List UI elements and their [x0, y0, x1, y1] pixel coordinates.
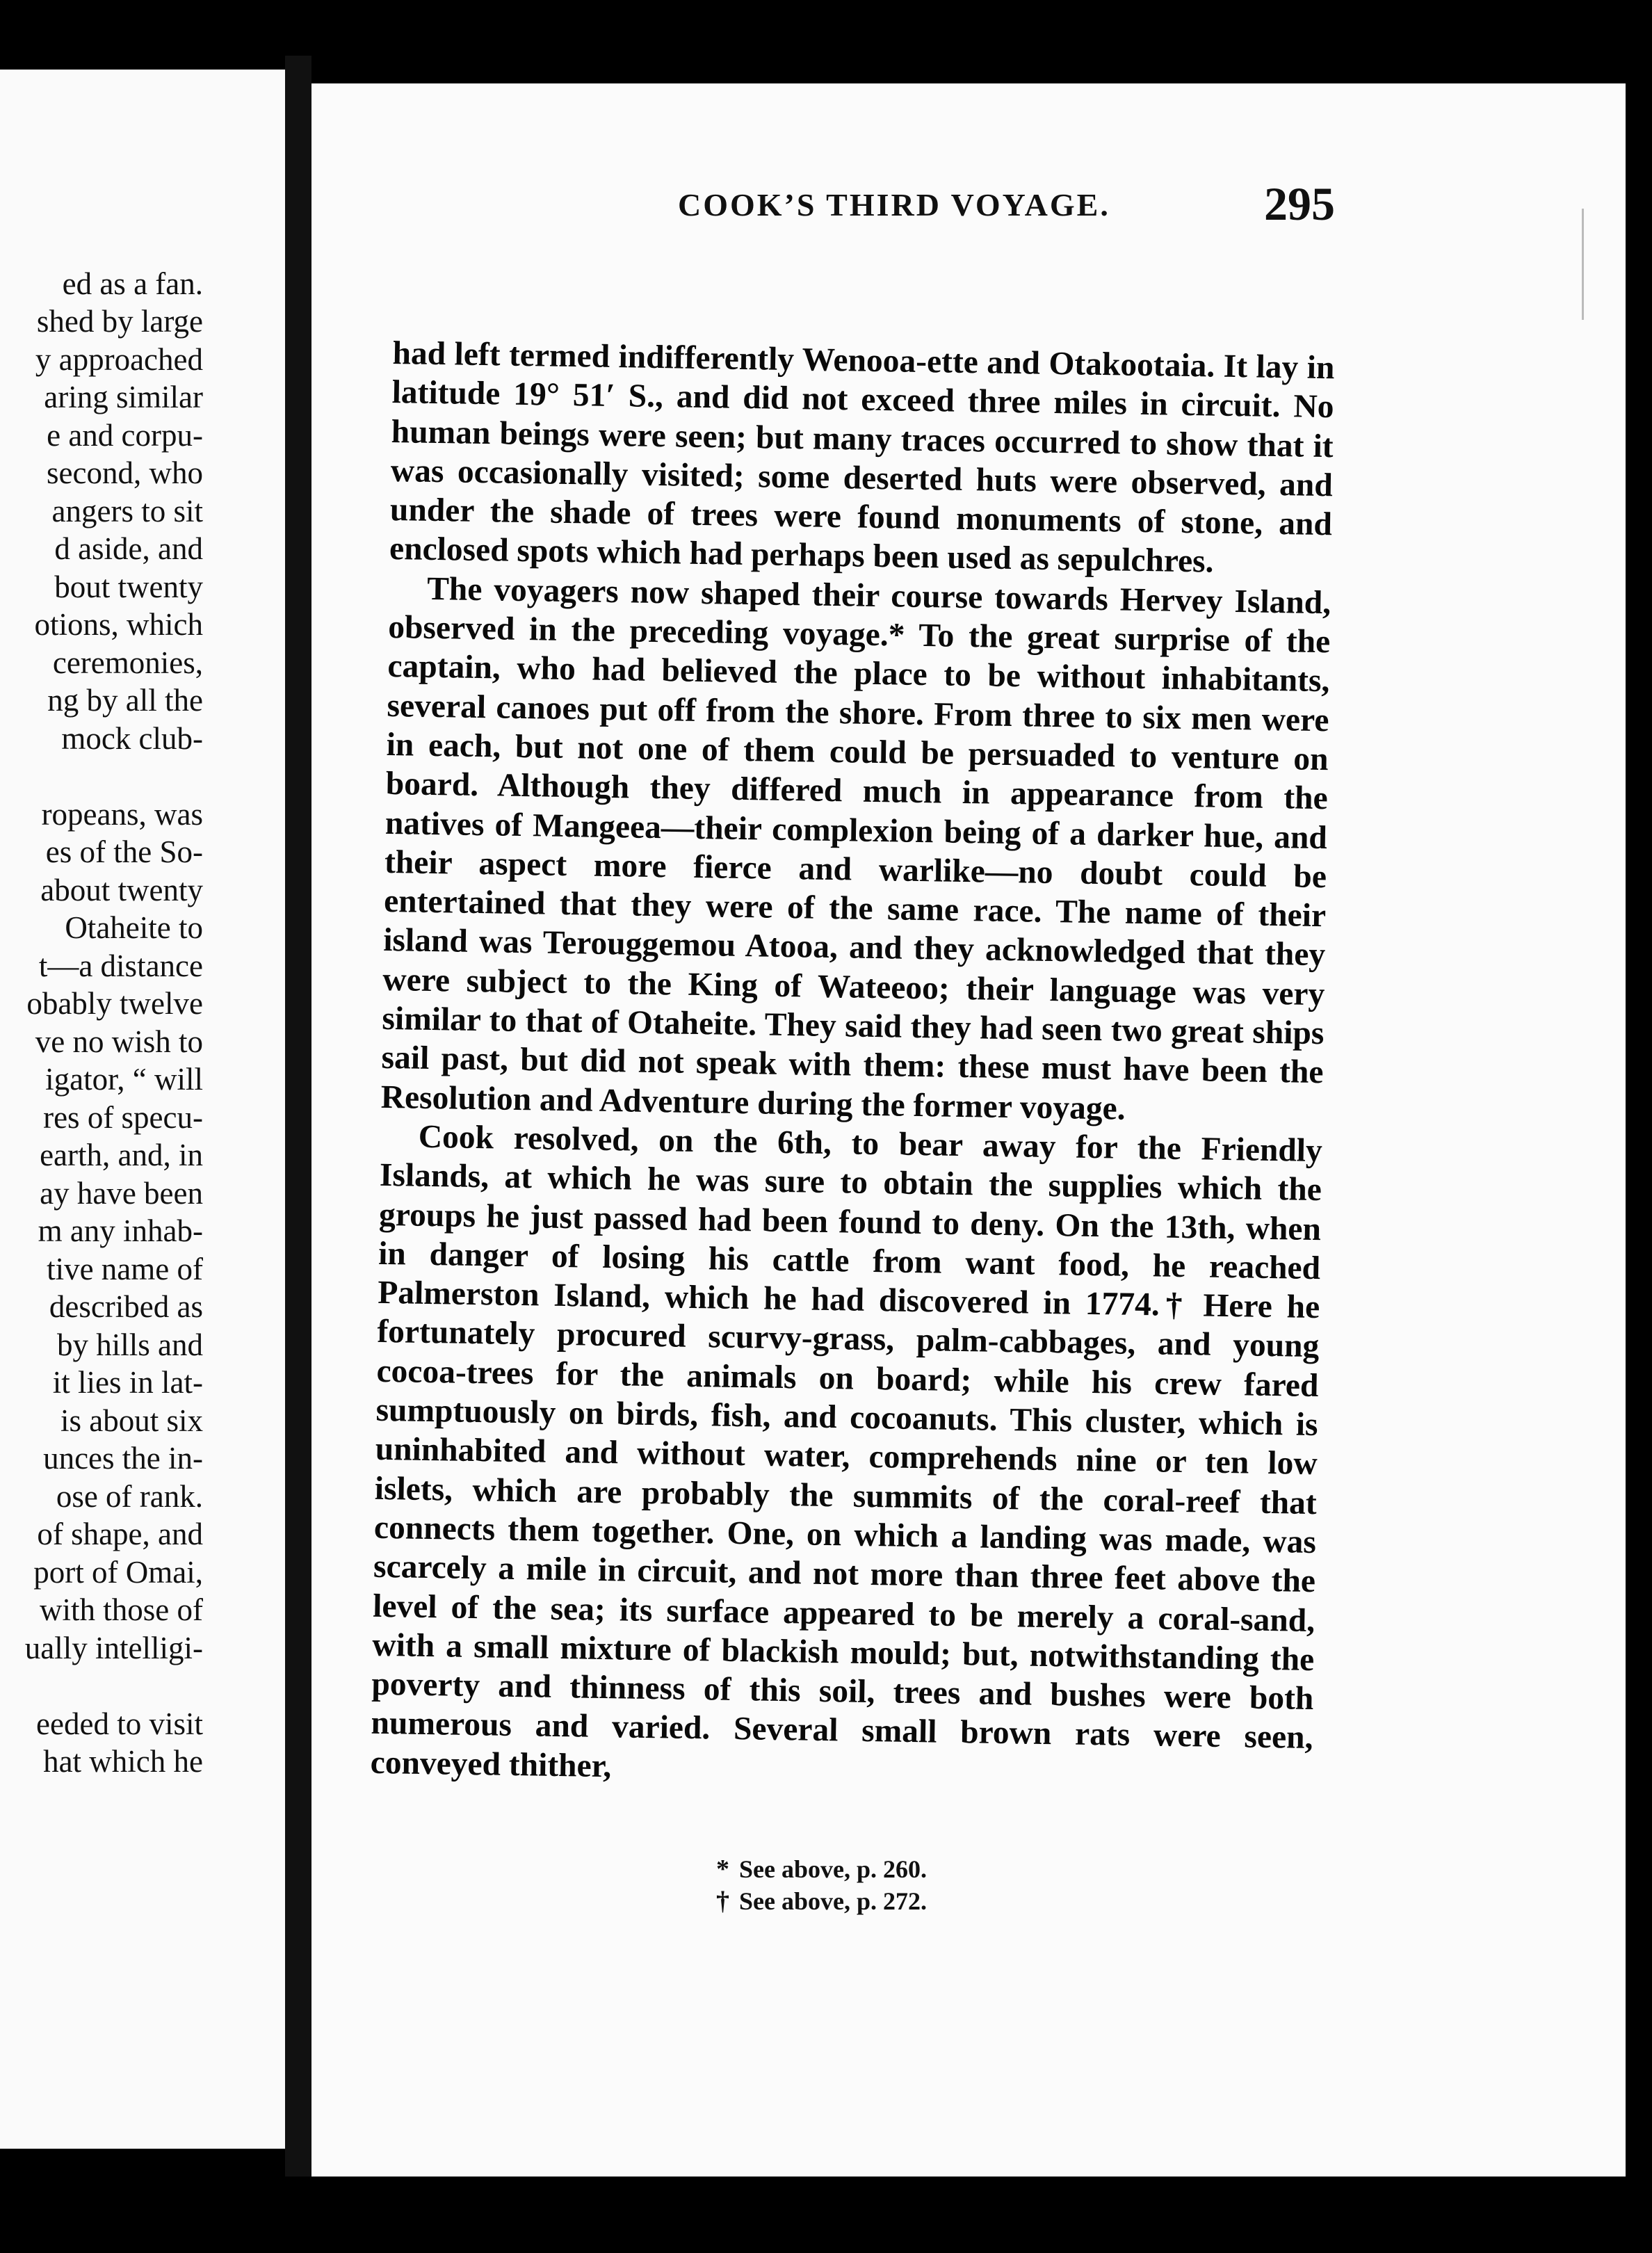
- left-page-line: second, who: [47, 455, 203, 490]
- footnote-text: See above, p. 260.: [739, 1855, 927, 1883]
- paragraph: Cook resolved, on the 6th, to bear away for the Friendly Islands, at which he was sure to obtain the supplies which the groups he just passed had been found to deny. On the 13th, when in danger of losing his cattle from want food, he reached Palmerston Island, which he had discovered in 1774.† Here he fortunately procured scurvy-grass, palm-cabbages, and young cocoa-trees for the animals on board; while his crew fared sumptuously on birds, fish, and cocoanuts. This cluster, which is uninhabited and without water, comprehends nine or ten low islets, which are probably the summits of the coral-reef that connects them together. One, on which a landing was made, was scarcely a mile in circuit, and not more than three feet above the level of the sea; its surface appeared to be merely a coral-sand, with a small mixture of blackish mould; but, notwithstanding the poverty and thinness of this soil, trees and bushes were both numerous and varied. Several small brown rats were seen, conveyed thither,: [370, 1118, 1323, 1784]
- left-page-line: described as: [49, 1289, 203, 1324]
- footnote: [716, 1885, 927, 1917]
- page-number: 295: [1264, 177, 1335, 230]
- left-page-line: ng by all the: [47, 683, 203, 718]
- footnote-text: See above, p. 272.: [739, 1887, 927, 1915]
- left-page-line: Otaheite to: [65, 910, 203, 945]
- paragraph: had left termed indifferently Wenooa-ette and Otakootaia. It lay in latitude 19° 51′ S., and did not exceed three miles in circuit. No human beings were seen; but many traces occurred to show that it was occasionally visited; some deserted huts were observed, and under the shade of trees were found monuments of stone, and enclosed spots which had perhaps been used as sepulchres.: [389, 334, 1335, 581]
- left-page-line: t—a distance: [38, 948, 203, 983]
- left-page-line: port of Omai,: [33, 1555, 203, 1590]
- left-page-line: y approached: [35, 342, 203, 377]
- left-page-line: earth, and, in: [40, 1138, 203, 1172]
- left-page-line: res of specu-: [43, 1100, 203, 1135]
- left-page-line: eeded to visit: [36, 1706, 203, 1741]
- left-page-line: ve no wish to: [35, 1024, 203, 1059]
- footnote: [716, 1853, 927, 1885]
- left-page-line: of shape, and: [37, 1517, 203, 1551]
- left-page-line: es of the So-: [45, 834, 203, 869]
- running-title: COOK’S THIRD VOYAGE.: [678, 187, 1110, 223]
- left-page-line: ually intelligi-: [24, 1631, 203, 1665]
- book-gutter: [285, 56, 311, 2177]
- left-page-line: bout twenty: [54, 570, 203, 604]
- left-page-line: tive name of: [47, 1252, 203, 1286]
- left-page-line: hat which he: [43, 1744, 203, 1779]
- footnote-mark: †: [716, 1887, 729, 1916]
- left-page-line: about twenty: [40, 873, 203, 907]
- left-page-line: otions, which: [34, 607, 203, 642]
- left-page-line: unces the in-: [43, 1441, 203, 1476]
- left-page-line: is about six: [60, 1403, 203, 1438]
- left-page-line: shed by large: [36, 304, 203, 339]
- left-page-line: by hills and: [57, 1327, 203, 1362]
- paragraph: The voyagers now shaped their course towards Hervey Island, observed in the preceding voyage.* To the great surprise of the captain, who had believed the place to be without inhabitants, several canoes put off from the shore. From three to six men were in each, but not one of them could be persuaded to venture on board. Although they differed much in appearance from the natives of Mangeea—their complexion being of a darker hue, and their aspect more fierce and warlike—no doubt could be entertained that they were of the same race. The name of their island was Terouggemou Atooa, and they acknowledged that they were subject to the King of Wateeoo; their language was very similar to that of Otaheite. They said they had seen two great ships sail past, but did not speak with them: these must have been the Resolution and Adventure during the former voyage.: [380, 570, 1331, 1127]
- left-page: [0, 70, 285, 2149]
- footnote-mark: *: [716, 1855, 729, 1884]
- footnotes: [716, 1853, 927, 1917]
- left-page-line: ose of rank.: [56, 1479, 203, 1514]
- left-page-line: mock club-: [61, 721, 203, 756]
- page-header: [362, 177, 1335, 242]
- left-page-line: d aside, and: [54, 531, 203, 566]
- left-page-line: e and corpu-: [47, 418, 203, 453]
- left-page-line: igator, “ will: [45, 1062, 203, 1097]
- left-page-line: it lies in lat-: [52, 1365, 203, 1400]
- left-page-line: m any inhab-: [38, 1213, 203, 1248]
- left-page-line: ropeans, was: [41, 797, 203, 832]
- left-page-line: aring similar: [44, 380, 203, 414]
- left-page-line: ed as a fan.: [62, 266, 203, 301]
- left-page-line: ceremonies,: [52, 645, 203, 680]
- page-edge-mark: [1582, 209, 1584, 320]
- body-text: [370, 334, 1335, 1797]
- left-page-line: angers to sit: [51, 494, 203, 528]
- left-page-line: ay have been: [40, 1176, 203, 1211]
- left-page-line: obably twelve: [26, 986, 203, 1021]
- left-page-line: with those of: [40, 1592, 203, 1627]
